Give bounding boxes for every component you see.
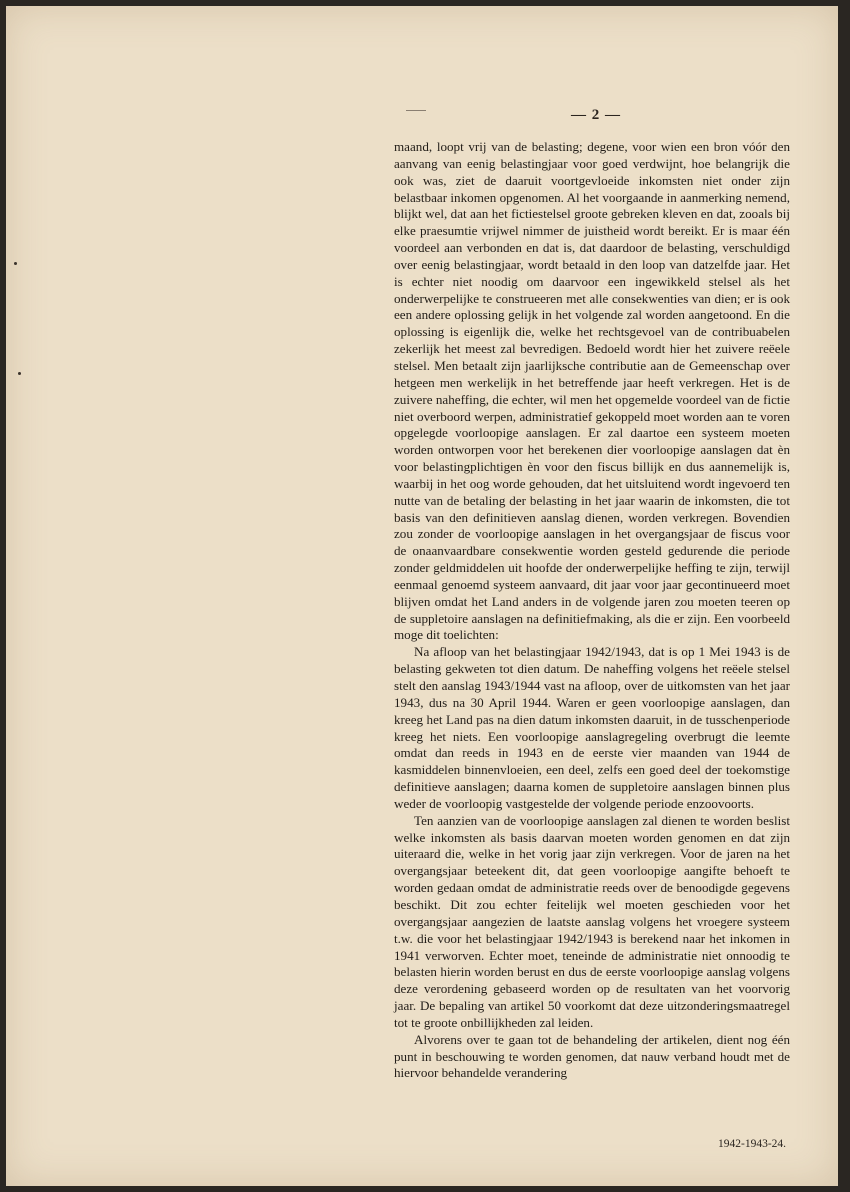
margin-mark [14, 262, 17, 265]
document-code: 1942-1943-24. [718, 1138, 787, 1150]
margin-mark [18, 372, 21, 375]
paragraph: Ten aanzien van de voorloopige aanslagen zal dienen te worden beslist welke inkomsten als basis daarvan moeten worden genomen en dat zijn uiteraard die, welke in het vorig jaar zijn verkregen. Voor de jaren na het overgangsjaar beteekent dit, dat geen voorloopige aangifte behoeft te worden gedaan omdat de administratie reeds over de benoodigde gegevens beschikt. Dit zou echter feitelijk wel moeten geschieden voor het overgangsjaar aangezien de laatste aanslag volgens het vroegere systeem t.w. die voor het belastingjaar 1942/1943 is berekend naar het inkomen in 1941 verworven. Echter moet, teneinde de administratie niet onnoodig te belasten hierin worden berust en dus de eerste voorloopige aanslag volgens deze verordening gebaseerd worden op de resultaten van het voorvorig jaar. De bepaling van artikel 50 voorkomt dat deze uitzonderingsmaatregel tot te groote onbillijkheden zal leiden. [394, 812, 790, 1030]
document-page [6, 6, 838, 1186]
body-text [394, 139, 790, 1082]
paragraph: maand, loopt vrij van de belasting; degene, voor wien een bron vóór den aanvang van eenig belastingjaar voor goed verdwijnt, hoe belangrijk die ook was, ziet de daaruit voortgevloeide inkomsten niet onder zijn belastbaar inkomen opgenomen. Al het voorgaande in aanmerking nemend, blijkt wel, dat aan het fictiestelsel groote gebreken kleven en dat, zooals bij elke praesumtie vrijwel nimmer de juistheid wordt bereikt. Er is maar één voordeel aan verbonden en dat is, dat daardoor de belasting, verschuldigd over eenig belastingjaar, wordt betaald in den loop van datzelfde jaar. Het is echter niet noodig om daarvoor een ingewikkeld stelsel als het onderwerpelijke te construeeren met alle consekwenties van dien; er is ook een andere oplossing gelijk in het volgende zal worden aangetoond. En die oplossing is eigenlijk die, welke het rechtsgevoel van de contribuabelen zekerlijk het meest zal bevredigen. Bedoeld wordt hier het zuivere reëele stelsel. Men betaalt zijn jaarlijksche contributie aan de Gemeenschap over hetgeen men werkelijk in het betreffende jaar heeft verkregen. Het is de zuivere naheffing, die echter, wil men het opgemelde voordeel van de fictie niet overboord werpen, administratief gekoppeld moet worden aan te voren opgelegde voorloopige aanslagen. Er zal daartoe een systeem moeten worden ontworpen voor het berekenen dier voorloopige aanslagen dat èn voor belastingplichtigen èn voor den fiscus billijk en dus aannemelijk is, waarbij in het oog worde gehouden, dat het uitsluitend wordt ingevoerd ten nutte van de betaling der belasting in het jaar waarin de inkomsten, die tot basis van den definitieven aanslag dienen, worden verkregen. Bovendien zou zonder de voorloopige aanslagen in het overgangsjaar de fiscus voor de onaanvaardbare consekwentie worden gesteld gedurende die periode zonder geldmiddelen uit hoofde der onderwerpelijke heffing te zijn, terwijl eenmaal genoemd systeem aanvaard, dit jaar voor jaar gecontinueerd moet blijven omdat het Land anders in de volgende jaren zou moeten teeren op de suppletoire aanslagen na definitiefmaking, als die er zijn. Een voorbeeld moge dit toelichten: [394, 139, 790, 643]
header-dash [406, 110, 426, 111]
page-number: — 2 — [571, 107, 621, 123]
paragraph: Na afloop van het belastingjaar 1942/1943, dat is op 1 Mei 1943 is de belasting gekweten tot dien datum. De naheffing volgens het reëele stelsel stelt den aanslag 1943/1944 vast na afloop, over de uitkomsten van het jaar 1943, dus na 30 April 1944. Waren er geen voorloopige aanslagen, dan kreeg het Land pas na dien datum inkomsten daaruit, in de tusschenperiode kreeg het niets. Een voorloopige aanslagregeling overbrugt die leemte omdat dan reeds in 1943 en de eerste vier maanden van 1944 de kasmiddelen binnenvloeien, een deel, zelfs een goed deel der toekomstige definitieve aanslagen; daarna komen de suppletoire aanslagen binnen plus weder de voorloopig vastgestelde der volgende periode enzoovoorts. [394, 644, 790, 811]
paragraph: Alvorens over te gaan tot de behandeling der artikelen, dient nog één punt in beschouwing te worden genomen, dat nauw verband houdt met de hiervoor behandelde verandering [394, 1031, 790, 1081]
